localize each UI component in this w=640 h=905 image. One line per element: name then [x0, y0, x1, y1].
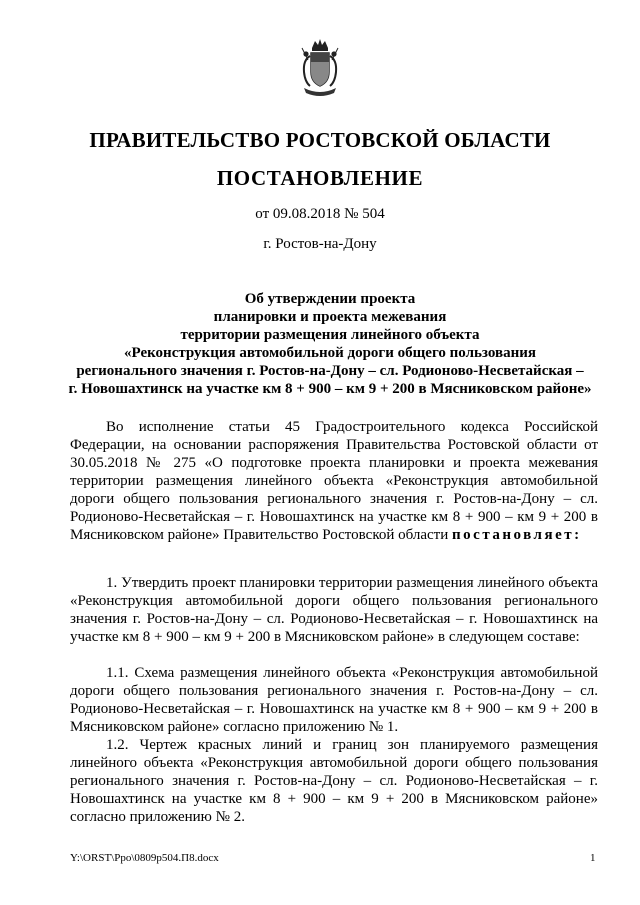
preamble-text: Во исполнение статьи 45 Градостроительного кодекса Российской Федерации, на основании распоряжения Правительства Ростовской области от 30.05.2018 № 275 «О подготовке проекта планировки и проекта межевания территории размещения линейного объекта «Реконструкция автомобильной дороги общего пользования регионального значения г. Ростов-на-Дону – сл. Родионово-Несветайская – г. Новошахтинск на участке км 8 + 900 – км 9 + 200 в Мясниковском районе» Правительство Ростовской области: [70, 419, 598, 543]
document-title-line: «Реконструкция автомобильной дороги общего пользования: [123, 345, 537, 361]
item-1-2-paragraph: 1.2. Чертеж красных линий и границ зон планируемого размещения линейного объекта «Реконструкция автомобильной дороги общего пользования регионального значения г. Ростов-на-Дону – сл. Родионово-Несветайская – г. Новошахтинск на участке км 8 + 900 – км 9 + 200 в Мясниковском районе» согласно приложению № 2.: [70, 737, 598, 825]
document-city: г. Ростов-на-Дону: [263, 236, 377, 252]
page-number: 1: [590, 852, 596, 864]
preamble-paragraph: [70, 418, 598, 544]
document-title-line: г. Новошахтинск на участке км 8 + 900 – км 9 + 200 в Мясниковском районе»: [68, 381, 592, 397]
document-title-line: планировки и проекта межевания: [213, 309, 447, 325]
item-1-paragraph: 1. Утвердить проект планировки территории размещения линейного объекта «Реконструкция автомобильной дороги общего пользования регионального значения г. Ростов-на-Дону – сл. Родионово-Несветайская – г. Новошахтинск на участке км 8 + 900 – км 9 + 200 в Мясниковском районе» в следующем составе:: [70, 575, 598, 645]
footer-file-path: Y:\ORST\Ppo\0809p504.П8.docx: [70, 852, 219, 864]
document-type: ПОСТАНОВЛЕНИЕ: [216, 166, 424, 190]
item-1-1-paragraph: 1.1. Схема размещения линейного объекта «Реконструкция автомобильной дороги общего пользования регионального значения г. Ростов-на-Дону – сл. Родионово-Несветайская – г. Новошахтинск на участке км 8 + 900 – км 9 + 200 в Мясниковском районе» согласно приложению № 1.: [70, 665, 598, 735]
document-title: [60, 290, 600, 398]
organization-title: ПРАВИТЕЛЬСТВО РОСТОВСКОЙ ОБЛАСТИ: [89, 128, 551, 152]
document-date-number: от 09.08.2018 № 504: [255, 206, 385, 222]
document-title-line: Об утверждении проекта: [244, 291, 416, 307]
document-title-line: регионального значения г. Ростов-на-Дону – сл. Родионово-Несветайская –: [76, 363, 584, 379]
decree-word: постановляет:: [452, 527, 582, 543]
rostov-oblast-coat-of-arms-icon: [298, 38, 342, 100]
document-title-line: территории размещения линейного объекта: [180, 327, 480, 343]
